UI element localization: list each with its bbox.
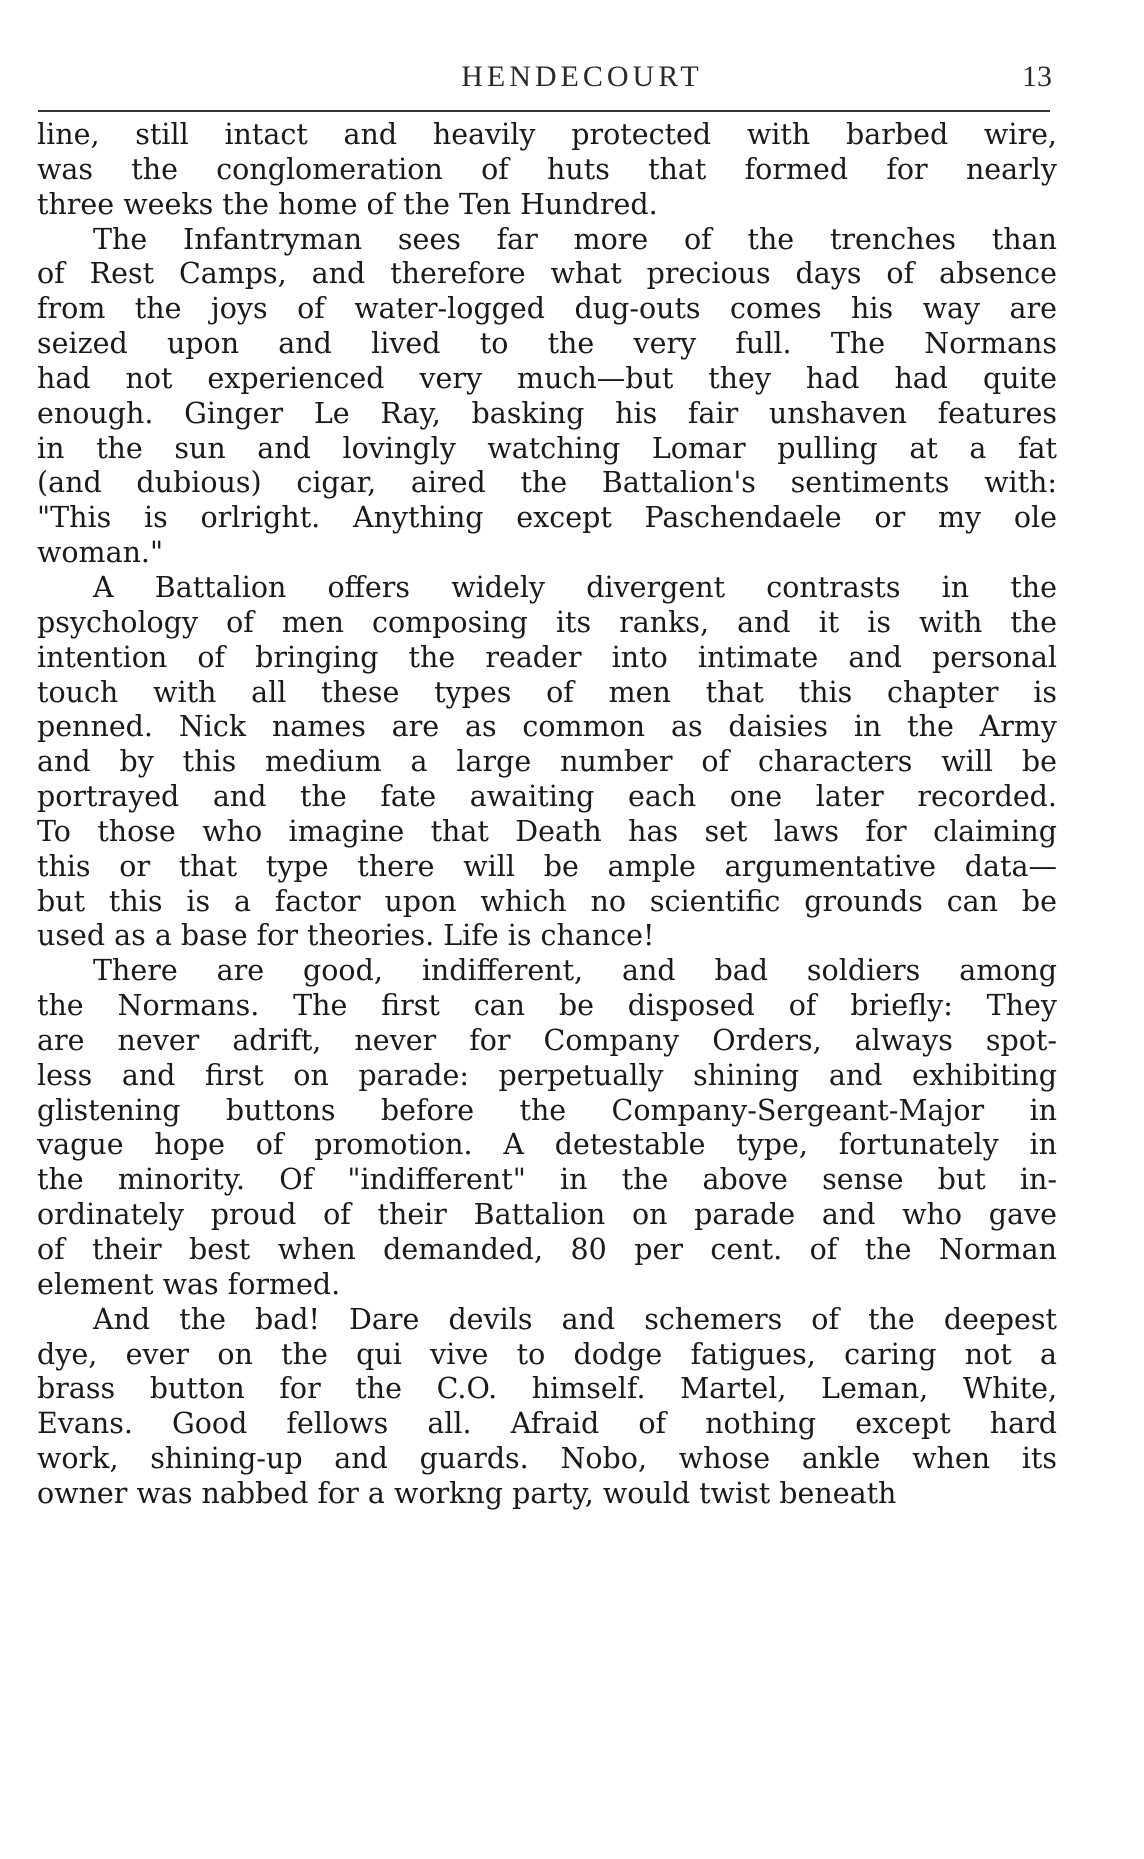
text-line: but this is a factor upon which no scientific grounds can be (37, 884, 1057, 918)
text-line: A Battalion offers widely divergent contrasts in the (93, 570, 1057, 604)
text-line: enough. Ginger Le Ray, basking his fair unshaven features (37, 396, 1057, 430)
text-line: vague hope of promotion. A detestable type, fortunately in (37, 1128, 1057, 1162)
text-line: brass button for the C.O. himself. Martel, Leman, White, (37, 1372, 1057, 1406)
paragraph (37, 223, 1057, 571)
text-line: in the sun and lovingly watching Lomar pulling at a fat (37, 431, 1057, 465)
text-line: work, shining-up and guards. Nobo, whose ankle when its (37, 1442, 1057, 1476)
text-line: penned. Nick names are as common as daisies in the Army (37, 710, 1057, 744)
text-line: (and dubious) cigar, aired the Battalion's sentiments with: (37, 466, 1057, 500)
text-line: And the bad! Dare devils and schemers of the deepest (93, 1302, 1057, 1336)
text-line: three weeks the home of the Ten Hundred. (37, 187, 658, 221)
header-rule (38, 110, 1050, 112)
text-line: the minority. Of "indifferent" in the above sense but in- (37, 1163, 1057, 1197)
text-line: had not experienced very much—but they had had quite (37, 361, 1057, 395)
text-line: portrayed and the fate awaiting each one later recorded. (37, 780, 1057, 814)
text-line: are never adrift, never for Company Orders, always spot- (37, 1023, 1057, 1057)
text-line: line, still intact and heavily protected with barbed wire, (37, 118, 1057, 151)
text-line: of Rest Camps, and therefore what precious days of absence (37, 257, 1057, 291)
text-line: glistening buttons before the Company-Sergeant-Major in (37, 1093, 1057, 1127)
paragraph (37, 954, 1057, 1302)
body-text (37, 118, 1057, 1512)
text-line: owner was nabbed for a workng party, would twist beneath (37, 1476, 897, 1510)
text-line: this or that type there will be ample argumentative data— (37, 849, 1057, 883)
text-line: intention of bringing the reader into intimate and personal (37, 640, 1057, 674)
text-line: of their best when demanded, 80 per cent. of the Norman (37, 1233, 1057, 1266)
text-line: dye, ever on the qui vive to dodge fatigues, caring not a (37, 1337, 1057, 1371)
text-line: and by this medium a large number of characters will be (37, 745, 1057, 779)
text-line: To those who imagine that Death has set laws for claiming (37, 814, 1057, 848)
paragraph (37, 571, 1057, 954)
paragraph (37, 1303, 1057, 1512)
running-head (112, 58, 1052, 98)
text-line: Evans. Good fellows all. Afraid of nothing except hard (37, 1407, 1057, 1441)
page-number: 13 (1022, 60, 1052, 93)
text-line: psychology of men composing its ranks, and it is with the (37, 605, 1057, 639)
text-line: element was formed. (37, 1267, 341, 1301)
text-line: ordinately proud of their Battalion on parade and who gave (37, 1198, 1057, 1232)
text-line: used as a base for theories. Life is chance! (37, 919, 655, 953)
text-line: There are good, indifferent, and bad soldiers among (93, 954, 1057, 988)
text-line: less and first on parade: perpetually shining and exhibiting (37, 1058, 1057, 1092)
text-line: from the joys of water-logged dug-outs comes his way are (37, 292, 1057, 326)
text-line: seized upon and lived to the very full. The Normans (37, 327, 1057, 361)
text-line: touch with all these types of men that this chapter is (37, 675, 1057, 709)
text-line: "This is orlright. Anything except Paschendaele or my ole (37, 501, 1057, 535)
text-line: was the conglomeration of huts that formed for nearly (37, 152, 1057, 186)
text-line: The Infantryman sees far more of the trenches than (93, 222, 1057, 256)
text-line: the Normans. The first can be disposed of briefly: They (37, 989, 1057, 1023)
paragraph (37, 118, 1057, 223)
text-line: woman." (37, 536, 164, 570)
running-title: HENDECOURT (461, 60, 703, 93)
